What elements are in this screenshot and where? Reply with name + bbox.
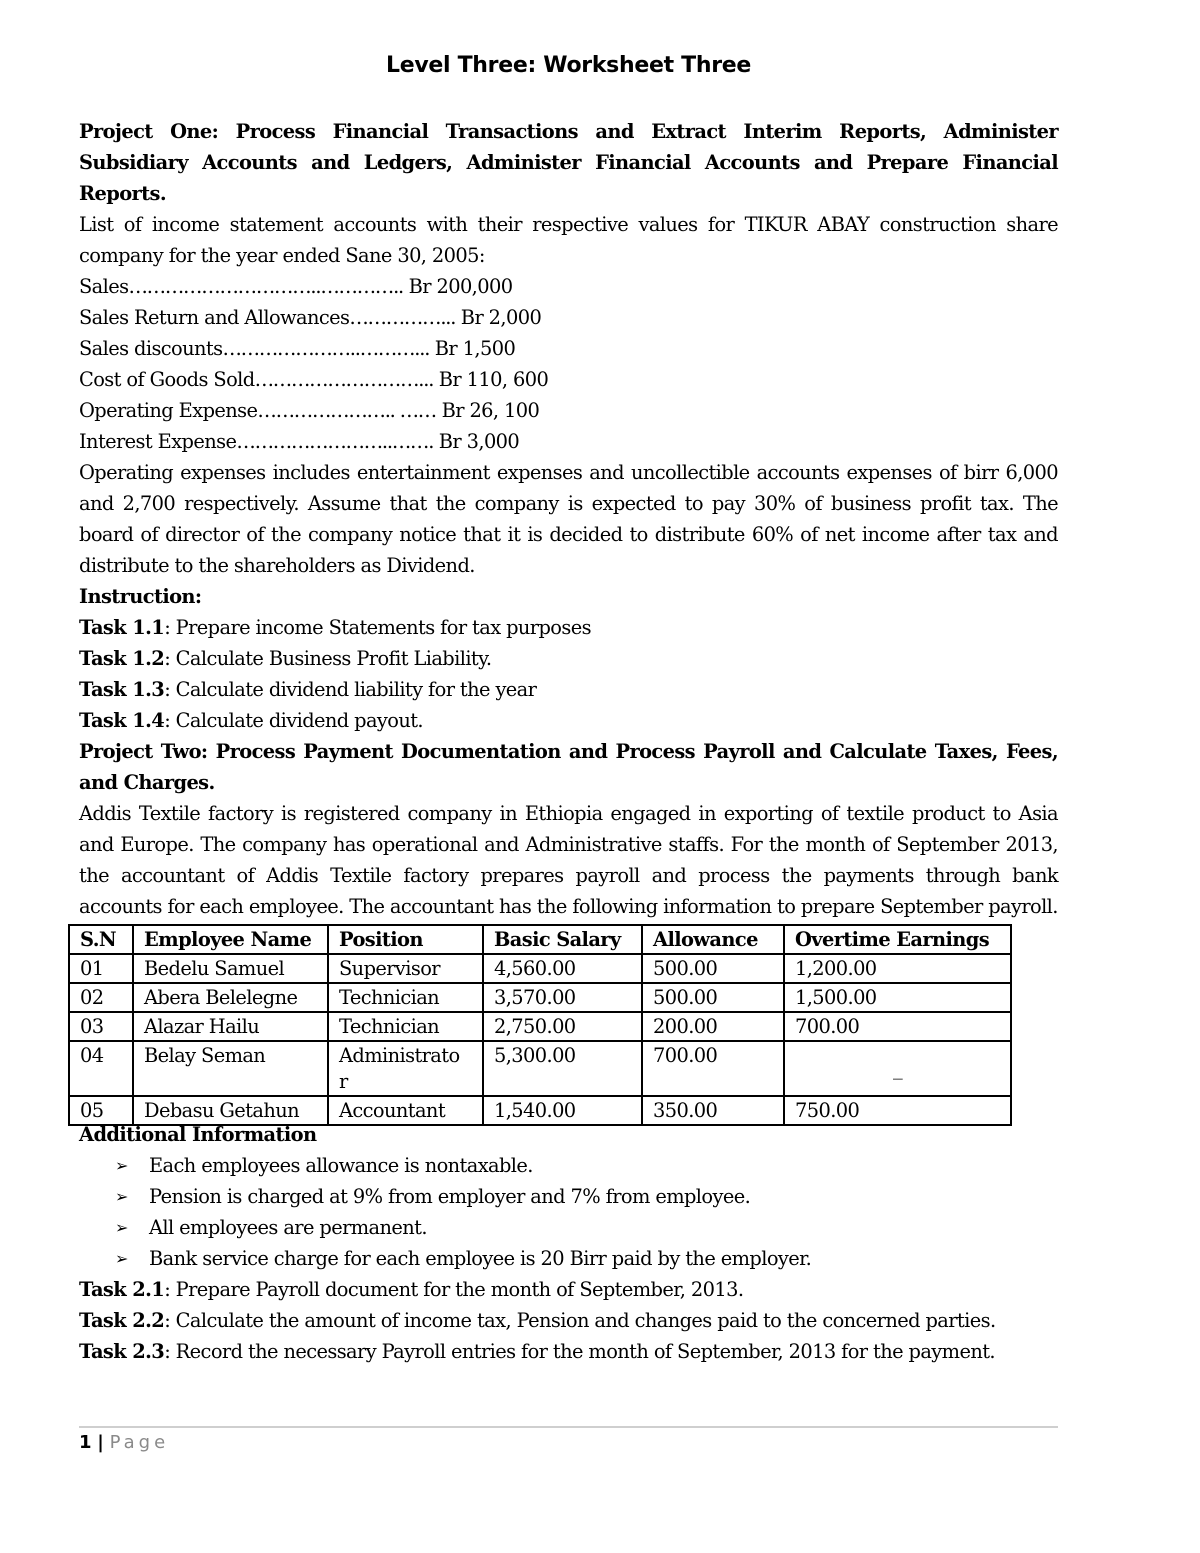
project-one-heading: Project One: Process Financial Transactions and Extract Interim Reports, Administer Subsidiary Accounts and Ledgers, Administer Financial Accounts and Prepare Financial Reports. xyxy=(79,120,1058,205)
task-line xyxy=(79,705,1058,736)
table-cell: Technician xyxy=(328,1012,483,1041)
task-label: Task 2.3 xyxy=(79,1340,165,1363)
table-cell: 4,560.00 xyxy=(483,954,642,983)
task-line xyxy=(79,674,1058,705)
task-text: : Record the necessary Payroll entries for the month of September, 2013 for the payment. xyxy=(164,1340,995,1363)
additional-info-label: Additional Information xyxy=(79,1123,317,1146)
table-cell: Administrato r xyxy=(328,1041,483,1096)
task-line xyxy=(79,1336,1069,1367)
account-dots: ……………... xyxy=(349,306,456,329)
column-header: Allowance xyxy=(642,925,784,954)
table-cell: 1,200.00 xyxy=(784,954,1011,983)
account-line xyxy=(79,271,1058,302)
table-row xyxy=(69,954,1011,983)
account-line xyxy=(79,333,1058,364)
table-cell: 04 xyxy=(69,1041,133,1096)
task-text: : Calculate dividend liability for the year xyxy=(164,678,537,701)
bullet-text: Bank service charge for each employee is 20 Birr paid by the employer. xyxy=(149,1247,812,1270)
footer-separator: | xyxy=(97,1432,104,1453)
account-label: Operating Expense xyxy=(79,399,258,422)
page-footer xyxy=(79,1432,169,1453)
table-cell: Alazar Hailu xyxy=(133,1012,328,1041)
list-item xyxy=(115,1243,1069,1274)
task-label: Task 1.1 xyxy=(79,616,165,639)
column-header: Basic Salary xyxy=(483,925,642,954)
page-title: Level Three: Worksheet Three xyxy=(385,53,752,78)
account-amount: Br 26, 100 xyxy=(441,399,540,422)
arrowhead-bullet-icon: ➢ xyxy=(115,1156,128,1175)
arrowhead-bullet-icon: ➢ xyxy=(115,1187,128,1206)
table-cell: Debasu Getahun xyxy=(133,1096,328,1125)
column-header: Position xyxy=(328,925,483,954)
account-label: Sales Return and Allowances xyxy=(79,306,350,329)
project-two-intro: Addis Textile factory is registered company in Ethiopia engaged in exporting of textile product to Asia and Europe. The company has operational and Administrative staffs. For the month of September 2013, the accountant of Addis Textile factory prepares payroll and process the payments through bank accounts for each employee. The accountant has the following information to prepare September payroll. xyxy=(79,802,1058,918)
task-line xyxy=(79,1305,1069,1336)
account-amount: Br 2,000 xyxy=(460,306,542,329)
table-cell: 02 xyxy=(69,983,133,1012)
table-cell: 3,570.00 xyxy=(483,983,642,1012)
account-amount: Br 200,000 xyxy=(408,275,513,298)
table-cell: 5,300.00 xyxy=(483,1041,642,1096)
table-cell: 700.00 xyxy=(642,1041,784,1096)
task-label: Task 1.2 xyxy=(79,647,165,670)
task-label: Task 2.2 xyxy=(79,1309,165,1332)
task-label: Task 1.3 xyxy=(79,678,165,701)
table-row xyxy=(69,1012,1011,1041)
arrowhead-bullet-icon: ➢ xyxy=(115,1249,128,1268)
account-label: Sales discounts xyxy=(79,337,223,360)
account-label: Interest Expense xyxy=(79,430,237,453)
table-cell: 500.00 xyxy=(642,954,784,983)
account-dots: ………………….. …… xyxy=(257,399,436,422)
task-text: : Calculate the amount of income tax, Pension and changes paid to the concerned parties. xyxy=(164,1309,996,1332)
instruction-label: Instruction: xyxy=(79,585,202,608)
account-dots: ………………………... xyxy=(254,368,434,391)
footer-divider xyxy=(79,1426,1058,1428)
table-cell: Technician xyxy=(328,983,483,1012)
account-line xyxy=(79,302,1058,333)
table-cell: 750.00 xyxy=(784,1096,1011,1125)
bullet-text: Each employees allowance is nontaxable. xyxy=(149,1154,533,1177)
additional-info-list xyxy=(79,1150,1069,1274)
table-cell: _ xyxy=(784,1041,1011,1096)
arrowhead-bullet-icon: ➢ xyxy=(115,1218,128,1237)
table-cell: Bedelu Samuel xyxy=(133,954,328,983)
table-cell: 200.00 xyxy=(642,1012,784,1041)
account-amount: Br 1,500 xyxy=(434,337,516,360)
project-two-additional xyxy=(79,1120,1069,1367)
list-item xyxy=(115,1181,1069,1212)
table-row xyxy=(69,1096,1011,1125)
task-line xyxy=(79,643,1058,674)
project-one-note: Operating expenses includes entertainment expenses and uncollectible accounts expenses of birr 6,000 and 2,700 respectively. Assume that the company is expected to pay 30% of business profit tax. The board of director of the company notice that it is decided to distribute 60% of net income after tax and distribute to the shareholders as Dividend. xyxy=(79,461,1058,577)
payroll-table xyxy=(68,924,1012,1126)
table-cell: 700.00 xyxy=(784,1012,1011,1041)
task-label: Task 1.4 xyxy=(79,709,165,732)
table-cell: Abera Belelegne xyxy=(133,983,328,1012)
task-line xyxy=(79,1274,1069,1305)
account-label: Cost of Goods Sold xyxy=(79,368,255,391)
project-two-heading: Project Two: Process Payment Documentation and Process Payroll and Calculate Taxes, Fees, and Charges. xyxy=(79,740,1058,794)
table-cell: Supervisor xyxy=(328,954,483,983)
bullet-text: All employees are permanent. xyxy=(149,1216,427,1239)
column-header: S.N xyxy=(69,925,133,954)
task-text: : Prepare Payroll document for the month of September, 2013. xyxy=(164,1278,744,1301)
account-line xyxy=(79,426,1058,457)
accounts-list xyxy=(79,271,1058,457)
table-cell: 1,500.00 xyxy=(784,983,1011,1012)
account-dots: ……………………..……. xyxy=(236,430,434,453)
account-label: Sales xyxy=(79,275,129,298)
account-line xyxy=(79,364,1058,395)
column-header: Overtime Earnings xyxy=(784,925,1011,954)
task-text: : Calculate Business Profit Liability. xyxy=(164,647,492,670)
task-label: Task 2.1 xyxy=(79,1278,165,1301)
page-number: 1 xyxy=(79,1432,92,1453)
column-header: Employee Name xyxy=(133,925,328,954)
table-row xyxy=(69,983,1011,1012)
table-row xyxy=(69,1041,1011,1096)
account-dots: …………………………..………….. xyxy=(128,275,404,298)
account-amount: Br 3,000 xyxy=(438,430,520,453)
table-cell: 1,540.00 xyxy=(483,1096,642,1125)
table-cell: Accountant xyxy=(328,1096,483,1125)
table-header-row xyxy=(69,925,1011,954)
task-text: : Prepare income Statements for tax purposes xyxy=(164,616,591,639)
table-cell: 01 xyxy=(69,954,133,983)
table-cell: 350.00 xyxy=(642,1096,784,1125)
list-item xyxy=(115,1212,1069,1243)
table-cell: Belay Seman xyxy=(133,1041,328,1096)
account-dots: …………………..………... xyxy=(222,337,430,360)
account-amount: Br 110, 600 xyxy=(438,368,549,391)
table-cell: 05 xyxy=(69,1096,133,1125)
table-cell: 500.00 xyxy=(642,983,784,1012)
task-line xyxy=(79,612,1058,643)
table-cell: 2,750.00 xyxy=(483,1012,642,1041)
bullet-text: Pension is charged at 9% from employer and 7% from employee. xyxy=(149,1185,751,1208)
project-one-intro: List of income statement accounts with their respective values for TIKUR ABAY construction share company for the year ended Sane 30, 2005: xyxy=(79,213,1058,267)
page-label: Page xyxy=(109,1432,170,1453)
task-text: : Calculate dividend payout. xyxy=(164,709,423,732)
table-cell: 03 xyxy=(69,1012,133,1041)
list-item xyxy=(115,1150,1069,1181)
account-line xyxy=(79,395,1058,426)
project-one-section xyxy=(79,116,1058,922)
